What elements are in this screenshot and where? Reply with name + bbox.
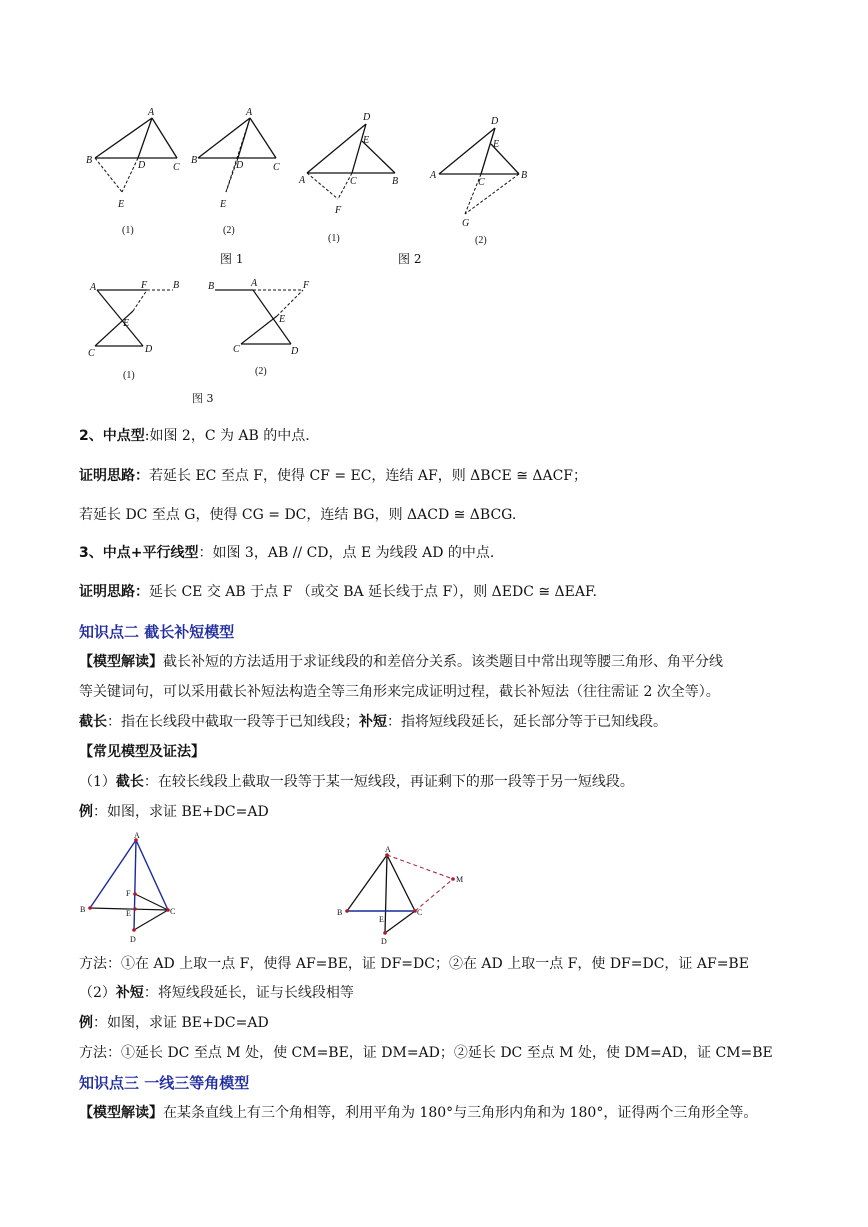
svg-text:E: E bbox=[118, 199, 125, 210]
section-parallel-title: 中点+平行线型 bbox=[102, 545, 199, 561]
svg-text:B: B bbox=[191, 155, 198, 166]
proof-1-label: 证明思路： bbox=[79, 468, 149, 484]
svg-text:B: B bbox=[80, 905, 86, 914]
knowledge-point-3-title: 知识点三 一线三等角模型 bbox=[79, 1074, 250, 1092]
proof-1b bbox=[79, 505, 828, 525]
svg-text:E: E bbox=[126, 909, 131, 918]
svg-text:A: A bbox=[134, 831, 140, 840]
svg-text:C: C bbox=[170, 907, 176, 916]
method-2-text: 方法：①延长 DC 至点 M 处，使 CM=BE，证 DM=AD；②延长 DC 至点 M 处，使 DM=AD，证 CM=BE bbox=[79, 1045, 773, 1061]
svg-text:E: E bbox=[379, 915, 384, 924]
fig1-sub2-label: (2) bbox=[223, 225, 235, 236]
svg-text:A: A bbox=[299, 175, 306, 186]
fig3-sub1-label: (1) bbox=[123, 370, 135, 381]
case-1-num: （1） bbox=[79, 774, 116, 790]
example-1-text: ：如图，求证 BE+DC=AD bbox=[93, 804, 269, 820]
proof-1 bbox=[79, 466, 828, 486]
case-1-text: ：在较长线段上截取一段等于某一短线段，再证剩下的那一段等于另一短线段。 bbox=[143, 774, 634, 790]
example-figure-extend bbox=[335, 845, 475, 955]
svg-text:C: C bbox=[273, 162, 280, 173]
model-reading-line1: 截长补短的方法适用于求证线段的和差倍分关系。该类题目中常出现等腰三角形、角平分线 bbox=[163, 654, 723, 670]
definition-cut-text: ：指在长线段中截取一段等于已知线段； bbox=[107, 714, 359, 730]
fig3-sub2-label: (2) bbox=[255, 366, 267, 377]
svg-text:F: F bbox=[303, 280, 310, 291]
svg-text:D: D bbox=[145, 344, 153, 355]
svg-text:C: C bbox=[350, 176, 357, 187]
figure-2-caption: 图 2 bbox=[398, 252, 422, 266]
svg-text:M: M bbox=[456, 875, 464, 884]
svg-text:A: A bbox=[148, 107, 155, 118]
svg-text:A: A bbox=[246, 107, 253, 118]
figure-1-diagram-1 bbox=[80, 100, 200, 240]
svg-text:D: D bbox=[291, 346, 299, 357]
section-parallel-num: 3、 bbox=[79, 545, 103, 561]
fig1-sub1-label: (1) bbox=[122, 225, 134, 236]
svg-text:E: E bbox=[220, 199, 227, 210]
svg-text:B: B bbox=[392, 176, 399, 187]
proof-2 bbox=[79, 582, 828, 602]
svg-text:D: D bbox=[363, 112, 371, 123]
definition bbox=[79, 712, 828, 732]
svg-text:G: G bbox=[462, 218, 470, 229]
example-1-label: 例 bbox=[79, 804, 93, 820]
section-parallel-text: ：如图 3，AB // CD，点 E 为线段 AD 的中点. bbox=[198, 545, 495, 561]
common-models-label: 【常见模型及证法】 bbox=[79, 744, 205, 760]
section-parallel bbox=[79, 543, 828, 563]
svg-text:E: E bbox=[279, 314, 286, 325]
case-2 bbox=[79, 983, 828, 1003]
svg-text:D: D bbox=[130, 935, 136, 944]
fig2-sub2-label: (2) bbox=[475, 235, 487, 246]
case-2-text: ：将短线段延长，证与长线段相等 bbox=[143, 985, 354, 1001]
svg-text:C: C bbox=[233, 344, 240, 355]
section-midpoint bbox=[79, 426, 828, 446]
example-1 bbox=[79, 802, 828, 822]
proof-2-text: 延长 CE 交 AB 于点 F （或交 BA 延长线于点 F），则 ΔEDC ≅ ΔEAF. bbox=[149, 584, 597, 600]
knowledge-point-2-title: 知识点二 截长补短模型 bbox=[79, 623, 235, 641]
figure-1-diagram-2 bbox=[188, 100, 308, 240]
case-1-label: 截长 bbox=[115, 774, 144, 790]
svg-text:B: B bbox=[521, 170, 528, 181]
example-figure-cut bbox=[78, 830, 198, 950]
figure-1-caption: 图 1 bbox=[220, 252, 244, 266]
model-reading-2-text: 在某条直线上有三个角相等，利用平角为 180°与三角形内角和为 180°，证得两个三角形全等。 bbox=[163, 1105, 758, 1121]
svg-text:B: B bbox=[337, 908, 343, 917]
svg-text:F: F bbox=[335, 205, 342, 216]
model-reading-2 bbox=[79, 1103, 828, 1123]
svg-text:D: D bbox=[236, 160, 244, 171]
definition-add-label: 补短 bbox=[359, 714, 387, 730]
svg-text:E: E bbox=[123, 318, 130, 329]
svg-text:F: F bbox=[126, 889, 131, 898]
figure-2-diagram-1 bbox=[295, 106, 415, 246]
proof-1b-text: 若延长 DC 至点 G，使得 CG = DC，连结 BG，则 ΔACD ≅ ΔBCG. bbox=[79, 507, 517, 523]
example-2-label: 例 bbox=[79, 1015, 93, 1031]
svg-text:A: A bbox=[251, 278, 258, 289]
svg-text:D: D bbox=[381, 937, 387, 946]
svg-text:A: A bbox=[385, 845, 391, 854]
figure-2-diagram-2 bbox=[425, 110, 545, 250]
definition-add-text: ：指将短线段延长，延长部分等于已知线段。 bbox=[387, 714, 667, 730]
method-1-text: 方法：①在 AD 上取一点 F，使得 AF=BE，证 DF=DC；②在 AD 上取一点 F，使 DF=DC，证 AF=BE bbox=[79, 956, 749, 972]
svg-text:C: C bbox=[173, 162, 180, 173]
svg-text:A: A bbox=[430, 170, 437, 181]
svg-text:E: E bbox=[363, 135, 370, 146]
figure-3-diagram-2 bbox=[203, 276, 323, 386]
case-2-label: 补短 bbox=[115, 985, 144, 1001]
section-midpoint-num: 2、 bbox=[79, 428, 103, 444]
section-midpoint-title: 中点型 bbox=[102, 428, 145, 444]
model-reading-2-label: 【模型解读】 bbox=[79, 1105, 163, 1121]
definition-cut-label: 截长 bbox=[79, 714, 107, 730]
model-reading-cont bbox=[79, 682, 828, 702]
svg-text:B: B bbox=[208, 281, 215, 292]
svg-text:C: C bbox=[478, 177, 485, 188]
figure-3-caption: 图 3 bbox=[192, 392, 214, 405]
method-1 bbox=[79, 954, 828, 974]
svg-text:E: E bbox=[493, 139, 500, 150]
svg-text:C: C bbox=[417, 908, 423, 917]
svg-text:A: A bbox=[90, 282, 97, 293]
svg-text:B: B bbox=[173, 280, 180, 291]
svg-text:C: C bbox=[88, 348, 95, 359]
proof-2-label: 证明思路： bbox=[79, 584, 149, 600]
example-2-text: ：如图，求证 BE+DC=AD bbox=[93, 1015, 269, 1031]
fig2-sub1-label: (1) bbox=[328, 233, 340, 244]
section-midpoint-text: :如图 2，C 为 AB 的中点. bbox=[144, 428, 310, 444]
model-reading-line2: 等关键词句，可以采用截长补短法构造全等三角形来完成证明过程，截长补短法（往往需证 2 次全等）。 bbox=[79, 684, 720, 700]
proof-1-text: 若延长 EC 至点 F，使得 CF = EC，连结 AF，则 ΔBCE ≅ ΔACF； bbox=[149, 468, 588, 484]
model-reading bbox=[79, 652, 828, 672]
case-1 bbox=[79, 772, 828, 792]
figure-3-diagram-1 bbox=[85, 278, 195, 388]
example-2 bbox=[79, 1013, 828, 1033]
svg-text:B: B bbox=[86, 155, 93, 166]
svg-text:D: D bbox=[491, 116, 499, 127]
method-2 bbox=[79, 1043, 828, 1063]
case-2-num: （2） bbox=[79, 985, 116, 1001]
model-reading-label: 【模型解读】 bbox=[79, 654, 163, 670]
svg-text:D: D bbox=[138, 160, 146, 171]
svg-text:F: F bbox=[141, 280, 148, 291]
